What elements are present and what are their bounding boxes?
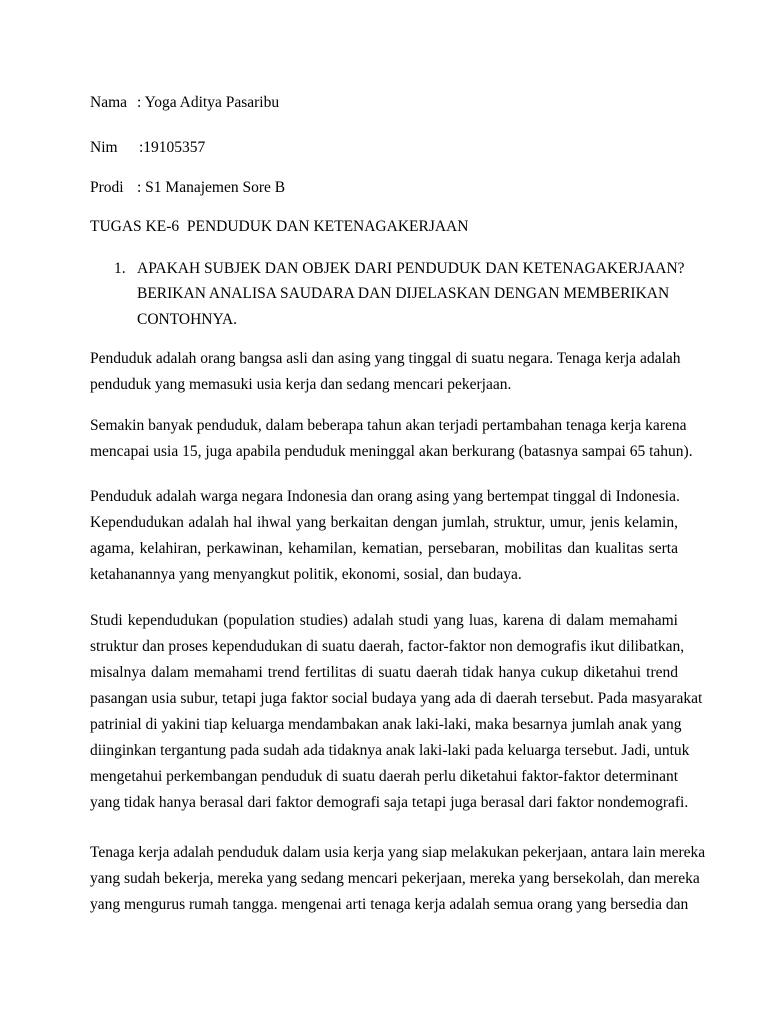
question-line: BERIKAN ANALISA SAUDARA DAN DIJELASKAN DENGAN MEMBERIKAN	[137, 285, 670, 302]
paragraph-line: pasangan usia subur, tetapi juga faktor social budaya yang ada di daerah tersebut. Pada masyarakat	[90, 690, 703, 707]
paragraph-line: yang sudah bekerja, mereka yang sedang mencari pekerjaan, mereka yang bersekolah, dan mereka	[90, 870, 700, 887]
assignment-title: TUGAS KE-6 PENDUDUK DAN KETENAGAKERJAAN	[90, 218, 469, 235]
paragraph	[90, 484, 678, 588]
question-number: 1.	[114, 260, 126, 277]
paragraph-line: penduduk yang memasuki usia kerja dan sedang mencari pekerjaan.	[90, 376, 512, 393]
question-line: CONTOHNYA.	[137, 311, 238, 328]
paragraph-line: struktur dan proses kependudukan di suatu daerah, factor-faktor non demografis ikut dilibatkan,	[90, 638, 685, 655]
paragraph-line: Semakin banyak penduduk, dalam beberapa tahun akan terjadi pertambahan tenaga kerja karena	[90, 417, 687, 434]
paragraph-line: Kependudukan adalah hal ihwal yang berkaitan dengan jumlah, struktur, umur, jenis kelamin,	[90, 514, 678, 531]
paragraph-line: mencapai usia 15, juga apabila penduduk meninggal akan berkurang (batasnya sampai 65 tahun).	[90, 443, 693, 460]
paragraph	[90, 413, 693, 465]
paragraph-line: diinginkan tergantung pada sudah ada tidaknya anak laki-laki pada keluarga tersebut. Jadi, untuk	[90, 742, 690, 759]
paragraph	[90, 840, 706, 918]
question-line: APAKAH SUBJEK DAN OBJEK DARI PENDUDUK DAN KETENAGAKERJAAN?	[137, 260, 685, 277]
paragraph-line: yang tidak hanya berasal dari faktor demografi saja tetapi juga berasal dari faktor nondemografi.	[90, 794, 689, 811]
paragraph-line: Studi kependudukan (population studies) adalah studi yang luas, karena di dalam memahami	[90, 612, 678, 629]
nim-value: :19105357	[139, 139, 206, 156]
paragraph-line: Penduduk adalah orang bangsa asli dan asing yang tinggal di suatu negara. Tenaga kerja adalah	[90, 350, 681, 367]
paragraph-line: agama, kelahiran, perkawinan, kehamilan, kematian, persebaran, mobilitas dan kualitas serta	[90, 540, 678, 557]
nama-value: : Yoga Aditya Pasaribu	[137, 94, 280, 111]
nama-label: Nama	[90, 94, 128, 111]
prodi-value: : S1 Manajemen Sore B	[137, 179, 286, 196]
paragraph-line: Penduduk adalah warga negara Indonesia dan orang asing yang bertempat tinggal di Indonesia.	[90, 488, 680, 505]
paragraph-line: Tenaga kerja adalah penduduk dalam usia kerja yang siap melakukan pekerjaan, antara lain mereka	[90, 844, 706, 861]
paragraph-line: yang mengurus rumah tangga. mengenai arti tenaga kerja adalah semua orang yang bersedia dan	[90, 896, 689, 913]
paragraph	[90, 608, 703, 816]
paragraph	[90, 346, 681, 398]
paragraph-line: patrinial di yakini tiap keluarga mendambakan anak laki-laki, maka besarnya jumlah anak yang	[90, 716, 682, 733]
paragraph-line: mengetahui perkembangan penduduk di suatu daerah perlu diketahui faktor-faktor determinant	[90, 768, 679, 785]
paragraph-line: ketahanannya yang menyangkut politik, ekonomi, sosial, dan budaya.	[90, 566, 522, 583]
paragraph-line: misalnya dalam memahami trend fertilitas di suatu daerah tidak hanya cukup diketahui trend	[90, 664, 678, 681]
nim-label: Nim	[90, 139, 118, 156]
prodi-label: Prodi	[90, 179, 124, 196]
